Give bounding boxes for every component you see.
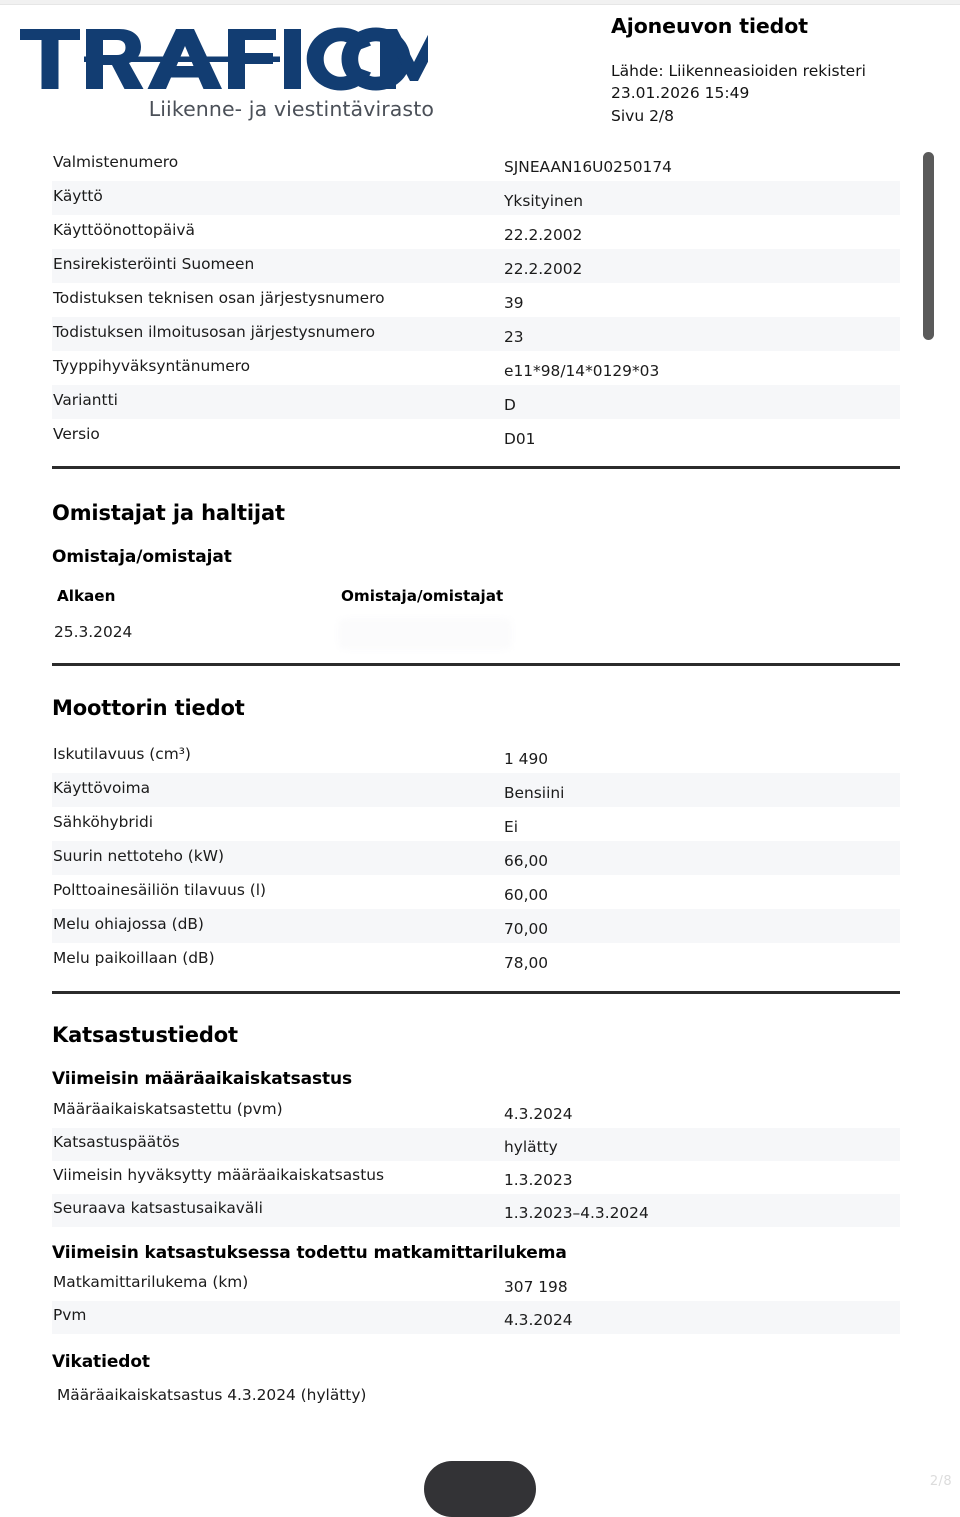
row-label: Melu ohiajossa (dB) bbox=[53, 914, 204, 933]
vertical-scrollbar[interactable] bbox=[923, 140, 934, 1420]
odometer-body bbox=[52, 1268, 900, 1334]
table-row bbox=[52, 283, 900, 317]
table-row bbox=[52, 943, 900, 977]
row-value: 22.2.2002 bbox=[504, 225, 583, 244]
table-row bbox=[52, 1095, 900, 1128]
odometer-title: Viimeisin katsastuksessa todettu matkamittarilukema bbox=[52, 1243, 567, 1263]
section-divider bbox=[52, 991, 900, 994]
traficom-wordmark-icon bbox=[18, 23, 428, 95]
odometer-table bbox=[52, 1268, 900, 1334]
table-row bbox=[52, 773, 900, 807]
row-value: 60,00 bbox=[504, 885, 549, 904]
table-row bbox=[52, 181, 900, 215]
floating-toolbar-pill[interactable] bbox=[424, 1461, 536, 1517]
vehicle-details-body bbox=[52, 147, 900, 453]
table-row bbox=[52, 1128, 900, 1161]
faults-title: Vikatiedot bbox=[52, 1352, 150, 1372]
owners-col-owner-header: Omistaja/omistajat bbox=[341, 587, 504, 605]
row-value: 1 490 bbox=[504, 749, 549, 768]
list-item: Määräaikaiskatsastus 4.3.2024 (hylätty) bbox=[57, 1386, 367, 1404]
row-label: Variantti bbox=[53, 390, 118, 409]
row-label: Seuraava katsastusaikaväli bbox=[53, 1199, 263, 1218]
row-label: Suurin nettoteho (kW) bbox=[53, 846, 224, 865]
row-label: Käyttöönottopäivä bbox=[53, 220, 195, 239]
row-value: 70,00 bbox=[504, 919, 549, 938]
row-value: 4.3.2024 bbox=[504, 1311, 573, 1330]
engine-section-title: Moottorin tiedot bbox=[52, 696, 245, 720]
document-header bbox=[0, 5, 960, 145]
owner-from-date: 25.3.2024 bbox=[54, 623, 133, 641]
row-value: Ei bbox=[504, 817, 519, 836]
inspection-section bbox=[0, 1023, 960, 1047]
row-label: Katsastuspäätös bbox=[53, 1133, 180, 1152]
row-value: 78,00 bbox=[504, 953, 549, 972]
row-value: 4.3.2024 bbox=[504, 1105, 573, 1124]
row-value: SJNEAAN16U0250174 bbox=[504, 157, 672, 176]
traficom-logo bbox=[18, 23, 438, 121]
logo-tagline: Liikenne- ja viestintävirasto bbox=[148, 97, 434, 121]
row-label: Versio bbox=[53, 424, 100, 443]
row-label: Polttoainesäiliön tilavuus (l) bbox=[53, 880, 267, 899]
inspection-section-title: Katsastustiedot bbox=[52, 1023, 238, 1047]
table-row bbox=[52, 249, 900, 283]
page-indicator-hint: 2/8 bbox=[929, 1474, 952, 1489]
table-row bbox=[52, 909, 900, 943]
row-label: Käyttö bbox=[53, 186, 103, 205]
owners-section bbox=[0, 501, 960, 525]
scrollbar-thumb[interactable] bbox=[923, 152, 934, 340]
vehicle-details-table bbox=[52, 147, 900, 453]
row-value: Yksityinen bbox=[504, 191, 584, 210]
redaction-overlay bbox=[341, 621, 509, 647]
table-row bbox=[52, 1301, 900, 1334]
timestamp-line: 23.01.2026 15:49 bbox=[611, 84, 750, 103]
latest-periodic-title: Viimeisin määräaikaiskatsastus bbox=[52, 1069, 353, 1089]
row-label: Pvm bbox=[53, 1306, 87, 1325]
owners-table-header bbox=[0, 587, 960, 605]
table-row bbox=[52, 385, 900, 419]
section-divider bbox=[52, 663, 900, 666]
owner-name-cell bbox=[341, 623, 671, 649]
row-value: 22.2.2002 bbox=[504, 259, 583, 278]
row-label: Ensirekisteröinti Suomeen bbox=[53, 254, 255, 273]
row-value: 307 198 bbox=[504, 1278, 568, 1297]
row-label: Melu paikoillaan (dB) bbox=[53, 948, 215, 967]
table-row bbox=[52, 419, 900, 453]
latest-periodic-body bbox=[52, 1095, 900, 1227]
owners-subsection bbox=[0, 547, 960, 567]
latest-periodic-table bbox=[52, 1095, 900, 1227]
row-label: Tyyppihyväksyntänumero bbox=[53, 356, 251, 375]
engine-details-body bbox=[52, 739, 900, 977]
row-value: D01 bbox=[504, 429, 536, 448]
table-row bbox=[52, 841, 900, 875]
table-row bbox=[52, 351, 900, 385]
table-row bbox=[52, 1194, 900, 1227]
row-value: Bensiini bbox=[504, 783, 565, 802]
row-label: Todistuksen teknisen osan järjestysnumero bbox=[53, 288, 385, 307]
header-meta-block bbox=[611, 15, 941, 128]
row-value: 1.3.2023–4.3.2024 bbox=[504, 1204, 649, 1223]
source-line: Lähde: Liikenneasioiden rekisteri bbox=[611, 61, 866, 80]
engine-details-table bbox=[52, 739, 900, 977]
table-row bbox=[52, 147, 900, 181]
table-row bbox=[52, 875, 900, 909]
table-row bbox=[52, 317, 900, 351]
row-label: Iskutilavuus (cm³) bbox=[53, 744, 191, 763]
row-label: Viimeisin hyväksytty määräaikaiskatsastus bbox=[53, 1166, 385, 1185]
table-row bbox=[52, 215, 900, 249]
row-value: 23 bbox=[504, 327, 524, 346]
row-label: Sähköhybridi bbox=[53, 812, 154, 831]
section-divider bbox=[52, 466, 900, 469]
document-page bbox=[0, 5, 960, 1491]
row-value: e11*98/14*0129*03 bbox=[504, 361, 660, 380]
table-row bbox=[0, 623, 960, 649]
row-label: Määräaikaiskatsastettu (pvm) bbox=[53, 1100, 283, 1119]
page-number-line: Sivu 2/8 bbox=[611, 107, 675, 126]
row-label: Käyttövoima bbox=[53, 778, 151, 797]
owners-subsection-title: Omistaja/omistajat bbox=[52, 547, 232, 567]
odometer-subsection bbox=[0, 1243, 960, 1263]
table-row bbox=[52, 739, 900, 773]
row-value: 66,00 bbox=[504, 851, 549, 870]
page-title: Ajoneuvon tiedot bbox=[611, 14, 808, 38]
row-label: Todistuksen ilmoitusosan järjestysnumero bbox=[53, 322, 375, 341]
row-value: hylätty bbox=[504, 1138, 558, 1157]
engine-section bbox=[0, 696, 960, 720]
table-row bbox=[52, 807, 900, 841]
row-label: Matkamittarilukema (km) bbox=[53, 1273, 249, 1292]
row-value: D bbox=[504, 395, 516, 414]
owners-section-title: Omistajat ja haltijat bbox=[52, 501, 285, 525]
table-row bbox=[52, 1268, 900, 1301]
owners-col-from-header: Alkaen bbox=[57, 587, 116, 605]
row-label: Valmistenumero bbox=[53, 152, 179, 171]
row-value: 1.3.2023 bbox=[504, 1171, 573, 1190]
faults-subsection bbox=[0, 1352, 960, 1372]
table-row bbox=[52, 1161, 900, 1194]
row-value: 39 bbox=[504, 293, 524, 312]
latest-periodic-subsection bbox=[0, 1069, 960, 1089]
